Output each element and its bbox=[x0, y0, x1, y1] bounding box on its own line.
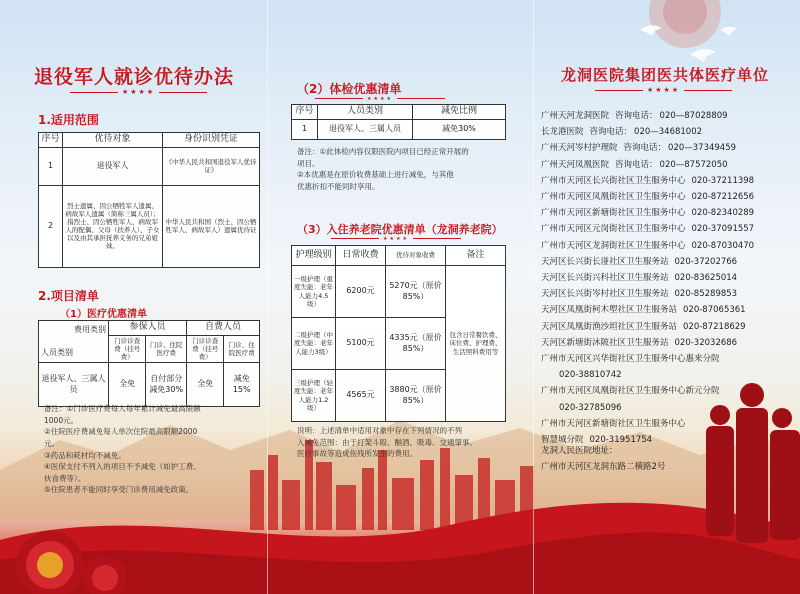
corner-top-label: 费用类别 bbox=[74, 325, 106, 335]
section-stars: ★★★★ bbox=[327, 236, 465, 242]
cell-level: 一级护理（重度失能：老年人能力4.5级） bbox=[292, 266, 336, 318]
hospital-list-item bbox=[541, 108, 796, 124]
nursing-title: （3）入住养老院优惠清单（龙洞养老院） bbox=[297, 223, 503, 236]
hospital-list-item bbox=[541, 367, 796, 383]
medical-subtitle: （1）医疗优惠清单 bbox=[60, 309, 147, 320]
hospital-name: 广州市天河区元岗街社区卫生服务中心 bbox=[541, 224, 686, 235]
hospital-list-item bbox=[541, 270, 796, 286]
hospital-name: 广州天河龙洞医院 bbox=[541, 111, 610, 121]
hospital-list-item bbox=[541, 286, 796, 302]
hospital-name: 广州市天河区凤凰街社区卫生服务中心新元分院 bbox=[541, 386, 720, 397]
exam-table bbox=[291, 104, 506, 140]
row-label: 退役军人、三属人员 bbox=[39, 363, 109, 407]
hospital-list-item bbox=[541, 400, 796, 416]
phone-number: 020—87028809 bbox=[659, 111, 728, 121]
header-cell: 序号 bbox=[292, 105, 318, 120]
exclusion-note bbox=[297, 425, 477, 460]
hospital-list-item bbox=[541, 221, 796, 237]
hospital-list-item bbox=[541, 124, 796, 140]
title-stars: ★★★★ bbox=[66, 88, 211, 96]
phone-number: 020-87030470 bbox=[691, 240, 755, 251]
cell-value: 减免15% bbox=[224, 363, 260, 407]
cell-category: 退役军人、三属人员 bbox=[318, 119, 413, 139]
hospital-name bbox=[541, 400, 553, 416]
phone-number: 020-87065361 bbox=[683, 305, 746, 316]
hospital-list-item bbox=[541, 319, 796, 335]
header-cell: 身份识别凭证 bbox=[163, 133, 260, 148]
phone-number: 020—87572050 bbox=[659, 159, 728, 170]
cell-value: 自付部分减免30% bbox=[146, 363, 187, 407]
scope-table bbox=[38, 132, 260, 268]
cell-pref: 3880元（原价85%） bbox=[386, 370, 446, 422]
cell-fee: 5100元 bbox=[336, 318, 386, 370]
hospital-list-item bbox=[541, 173, 796, 189]
header-cell: 优待对象收费 bbox=[386, 246, 446, 266]
phone-number: 020-32785096 bbox=[559, 402, 622, 413]
phone-number: 020-37211398 bbox=[691, 175, 755, 186]
phone-number: 020-83625014 bbox=[674, 273, 738, 284]
note-line: 备注：①此体检内容仅限医院内项目已经正常开展的 bbox=[297, 147, 469, 156]
table-header-row bbox=[292, 246, 506, 266]
hospital-list bbox=[541, 108, 796, 448]
hospital-group-title: 龙洞医院集团医共体医疗单位 bbox=[561, 66, 770, 84]
cell-no: 2 bbox=[39, 185, 63, 267]
header-cell: 优待对象 bbox=[63, 133, 163, 148]
hospital-name: 广州市天河区龙洞街社区卫生服务中心 bbox=[541, 240, 686, 251]
hospital-list-item bbox=[541, 383, 796, 399]
hospital-name: 长龙港医院 bbox=[541, 127, 584, 138]
left-panel bbox=[0, 0, 267, 594]
note-line: ②住院医疗费减免每人单次住院最高限额2000 bbox=[44, 427, 198, 437]
subheader-cell: 门诊诊查费（挂号费） bbox=[109, 335, 146, 362]
phone-number: 020-37202766 bbox=[674, 256, 738, 267]
hospital-name: 天河区凤凰街柯木塱社区卫生服务站 bbox=[541, 305, 678, 316]
phone-number: 020—37349459 bbox=[668, 143, 737, 154]
cell-pref: 4335元（原价85%） bbox=[386, 318, 446, 370]
cell-remark: 包含日常餐饮费、床位费、护理费、生活照料费用等 bbox=[446, 266, 506, 422]
cell-no: 1 bbox=[39, 147, 63, 185]
hospital-list-item bbox=[541, 351, 796, 367]
phone-label: 咨询电话： bbox=[623, 143, 667, 154]
cell-value: 全免 bbox=[187, 363, 224, 407]
header-cell: 备注 bbox=[446, 246, 506, 266]
phone-number: 020-37091557 bbox=[691, 224, 755, 235]
header-cell: 减免比例 bbox=[413, 105, 506, 120]
hospital-name: 广州市天河区凤凰街社区卫生服务中心 bbox=[541, 192, 686, 203]
note-line: 项目。 bbox=[297, 158, 320, 168]
hospital-list-item bbox=[541, 205, 796, 221]
hospital-list-item bbox=[541, 157, 796, 173]
hospital-list-item bbox=[541, 189, 796, 205]
hospital-name: 广州市天河区新塘街社区卫生服务中心 bbox=[541, 208, 686, 219]
middle-panel bbox=[267, 0, 533, 594]
header-cell: 人员类别 bbox=[318, 105, 413, 120]
hospital-name: 广州天河岑村护理院 bbox=[541, 143, 618, 154]
page-title: 退役军人就诊优待办法 bbox=[34, 66, 235, 88]
title-stars: ★★★★ bbox=[591, 86, 736, 94]
note-line: 1000元。 bbox=[44, 415, 79, 425]
phone-label: 咨询电话： bbox=[589, 127, 633, 138]
section-stars: ★★★★ bbox=[311, 96, 449, 102]
table-row bbox=[39, 185, 260, 267]
cell-credential: 中华人民共和国（烈士、因公牺牲军人、病故军人）遗属优待证 bbox=[163, 185, 260, 267]
right-panel bbox=[533, 0, 800, 594]
hospital-list-item bbox=[541, 254, 796, 270]
phone-number: 020-82340289 bbox=[691, 208, 755, 219]
hospital-name: 广州市天河区长兴街社区卫生服务中心 bbox=[541, 175, 686, 186]
cell-fee: 4565元 bbox=[336, 370, 386, 422]
table-header-row bbox=[39, 321, 260, 336]
subheader-cell: 门诊诊查费（挂号费） bbox=[187, 335, 224, 362]
hospital-name: 广州市天河区新塘街社区卫生服务中心 bbox=[541, 418, 686, 429]
note-line: 说明：上述清单中适用对象中存在下列情况的不列 bbox=[297, 426, 462, 435]
note-line: ③药品和耗材均不减免。 bbox=[44, 450, 126, 460]
hospital-name: 天河区新塘街沐陂社区卫生服务站 bbox=[541, 337, 669, 348]
table-row bbox=[39, 363, 260, 407]
section-items-title: 2.项目清单 bbox=[38, 289, 99, 303]
hospital-list-item bbox=[541, 416, 796, 432]
table-header-row bbox=[292, 105, 506, 120]
phone-number: 020-31951754 bbox=[589, 435, 653, 446]
nursing-table bbox=[291, 245, 506, 422]
hospital-name: 智慧城分院 bbox=[541, 435, 584, 446]
note-line: 元。 bbox=[44, 438, 59, 448]
note-line: ④医保支付不列入的项目不予减免（如护工费、 bbox=[44, 462, 201, 472]
corner-cell bbox=[39, 321, 109, 363]
note-line: 备注：①门诊医疗费每人每年累计减免最高限额 bbox=[44, 404, 201, 413]
phone-label: 咨询电话： bbox=[615, 111, 658, 121]
header-cell: 日常收费 bbox=[336, 246, 386, 266]
cell-target: 退役军人 bbox=[63, 147, 163, 185]
cell-value: 全免 bbox=[109, 363, 146, 407]
medical-notes bbox=[44, 403, 201, 496]
medical-table bbox=[38, 320, 260, 407]
exam-notes bbox=[297, 146, 469, 193]
phone-number: 020-32032686 bbox=[674, 337, 738, 348]
note-line: 伙食费等）。 bbox=[44, 473, 86, 483]
phone-number: 020-87212656 bbox=[691, 192, 755, 203]
header-cell: 护理级别 bbox=[292, 246, 336, 266]
note-line: 医疗事故等造成伤残所发生的费用。 bbox=[297, 449, 417, 459]
cell-fee: 6200元 bbox=[336, 266, 386, 318]
phone-number: 020-85289853 bbox=[674, 289, 738, 300]
hospital-name: 天河区长兴街长湴社区卫生服务站 bbox=[541, 256, 669, 267]
exam-title: （2）体检优惠清单 bbox=[297, 82, 402, 96]
phone-label: 咨询电话： bbox=[615, 159, 658, 170]
hospital-name: 天河区长兴街岑村社区卫生服务站 bbox=[541, 289, 669, 300]
subheader-cell: 门诊、住院医疗费 bbox=[224, 335, 260, 362]
table-row bbox=[292, 266, 506, 318]
cell-rate: 减免30% bbox=[413, 119, 506, 139]
note-line: ②本优惠是在原价收费基础上进行减免，与其他 bbox=[297, 170, 454, 180]
cell-level: 三级护理（轻度失能：老年人能力1.2级） bbox=[292, 370, 336, 422]
cell-target: 烈士遗属、因公牺牲军人遗属、病故军人遗属（简称三属人员）；指烈士、因公牺牲军人、病故军人的配偶、父母（扶养人）、子女以及由其承担抚养义务的兄弟姐妹。 bbox=[63, 185, 163, 267]
hospital-list-item bbox=[541, 335, 796, 351]
header-cell: 参保人员 bbox=[109, 321, 187, 336]
hospital-name: 广州天河凤凰医院 bbox=[541, 159, 610, 170]
header-cell: 序号 bbox=[39, 133, 63, 148]
table-row bbox=[292, 119, 506, 139]
note-line: 入减免范围：由于打架斗殴、酗酒、吸毒、交通肇事、 bbox=[297, 437, 477, 447]
hospital-list-item bbox=[541, 238, 796, 254]
cell-pref: 5270元（原价85%） bbox=[386, 266, 446, 318]
address-label: 龙洞人民医院地址： bbox=[541, 446, 618, 456]
address-text: 广州市天河区龙洞东路二横路2号 bbox=[541, 462, 666, 472]
cell-credential: 《中华人民共和国退役军人优待证》 bbox=[163, 147, 260, 185]
hospital-name: 天河区长兴街兴科社区卫生服务站 bbox=[541, 273, 669, 284]
hospital-name: 广州市天河区兴华街社区卫生服务中心惠来分院 bbox=[541, 354, 720, 365]
subheader-cell: 门诊、住院医疗费 bbox=[146, 335, 187, 362]
table-header-row bbox=[39, 133, 260, 148]
phone-number: 020-38810742 bbox=[559, 370, 622, 381]
note-line: ⑤住院患者不能同时享受门诊费用减免政策。 bbox=[44, 485, 194, 495]
cell-no: 1 bbox=[292, 119, 318, 139]
hospital-list-item bbox=[541, 302, 796, 318]
phone-number: 020-87218629 bbox=[683, 321, 746, 332]
cell-level: 二级护理（中度失能：老年人能力3级） bbox=[292, 318, 336, 370]
phone-number: 020—34681002 bbox=[634, 127, 703, 138]
header-cell: 自费人员 bbox=[187, 321, 260, 336]
hospital-list-item bbox=[541, 140, 796, 156]
corner-bottom-label: 人员类别 bbox=[41, 347, 73, 357]
hospital-name bbox=[541, 367, 553, 383]
table-row bbox=[39, 147, 260, 185]
note-line: 优惠折扣不能同时享用。 bbox=[297, 181, 380, 191]
hospital-name: 天河区凤凰街渔沙坦社区卫生服务站 bbox=[541, 321, 678, 332]
section-scope-title: 1.适用范围 bbox=[38, 113, 99, 127]
